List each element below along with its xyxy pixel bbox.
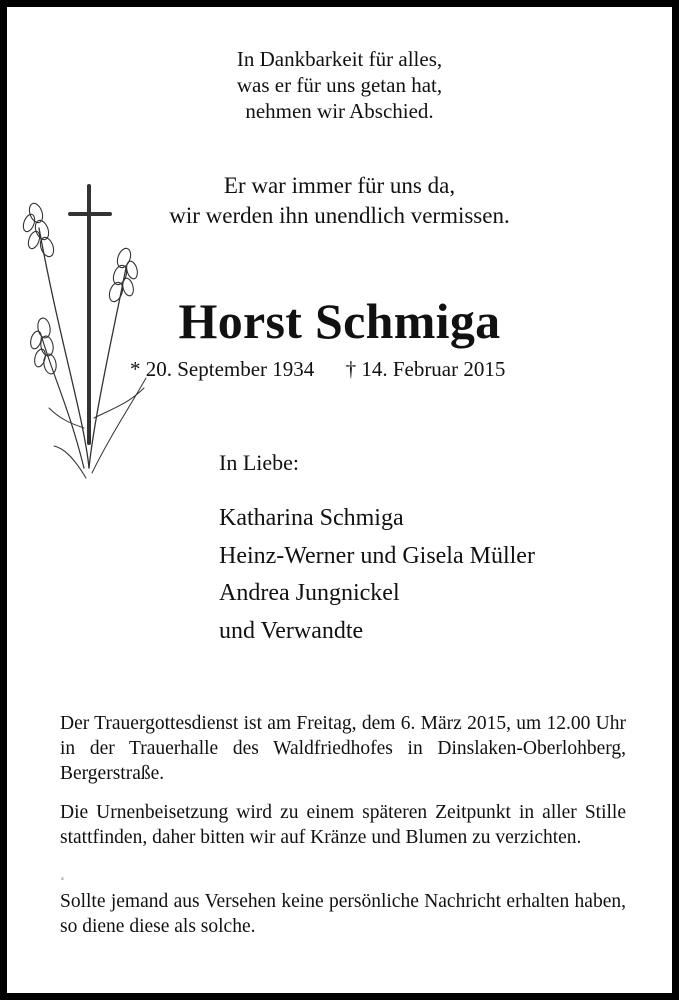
funeral-service-notice: Der Trauergottesdienst ist am Freitag, dem 6. März 2015, um 12.00 Uhr in der Trauerhalle des Waldfriedhofes in Dinslaken-Oberlohberg, Bergerstraße. [60,713,626,784]
personal-message-notice: Sollte jemand aus Versehen keine persönliche Nachricht erhalten haben, so diene diese als solche. [60,891,626,937]
small-mark: a [61,876,64,882]
life-dates [130,357,531,382]
mourners-label: In Liebe: [219,450,300,475]
quote-line: nehmen wir Abschied. [245,99,434,123]
urn-burial-notice: Die Urnenbeisetzung wird zu einem späteren Zeitpunkt in aller Stille stattfinden, daher bitten wir auf Kränze und Blumen zu verzichten. [60,802,626,848]
death-date: † 14. Februar 2015 [345,357,506,381]
opening-quote [0,46,679,124]
second-quote [0,171,679,231]
quote-line: was er für uns getan hat, [236,73,443,97]
birth-date: * 20. September 1934 [130,357,315,381]
mourner-name: und Verwandte [219,617,364,644]
mourner-name: Katharina Schmiga [219,505,404,531]
mourner-name: Andrea Jungnickel [219,580,400,606]
quote-line: Er war immer für uns da, [223,173,456,198]
mourners-list [219,500,535,650]
quote-line: wir werden ihn unendlich vermissen. [169,203,510,228]
mourner-name: Heinz-Werner und Gisela Müller [219,542,535,569]
deceased-name: Horst Schmiga [178,293,501,349]
quote-line: In Dankbarkeit für alles, [236,47,443,71]
